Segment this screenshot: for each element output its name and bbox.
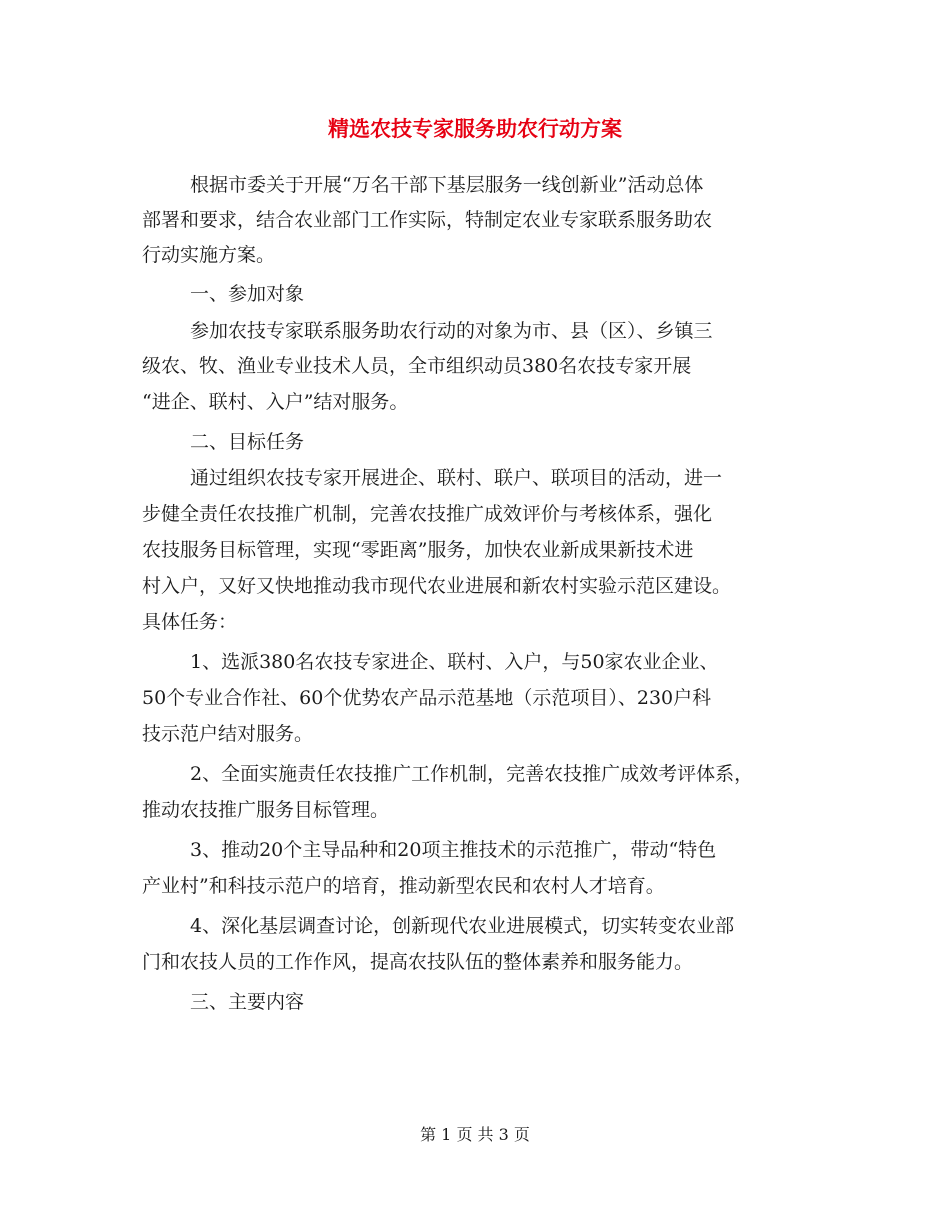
- section-heading: 一、参加对象: [190, 283, 305, 305]
- list-item-line: 1、选派380名农技专家进企、联村、入户，与50家农业企业、: [190, 651, 719, 673]
- paragraph-line: 步健全责任农技推广机制，完善农技推广成效评价与考核体系，强化: [142, 503, 713, 525]
- paragraph-line: 级农、牧、渔业专业技术人员，全市组织动员380名农技专家开展: [142, 355, 692, 377]
- paragraph-line: 行动实施方案。: [142, 244, 276, 266]
- paragraph-line: 参加农技专家联系服务助农行动的对象为市、县（区）、乡镇三: [190, 320, 713, 342]
- list-item-line: 2、全面实施责任农技推广工作机制，完善农技推广成效考评体系，: [190, 763, 754, 785]
- list-item-line: 产业村”和科技示范户的培育，推动新型农民和农村人才培育。: [142, 875, 665, 897]
- paragraph-line: 通过组织农技专家开展进企、联村、联户、联项目的活动，进一: [190, 467, 723, 489]
- section-heading: 三、主要内容: [190, 991, 305, 1013]
- paragraph-line: 农技服务目标管理，实现“零距离”服务，加快农业新成果新技术进: [142, 539, 694, 561]
- paragraph-line: 村入户，又好又快地推动我市现代农业进展和新农村实验示范区建设。: [142, 575, 732, 597]
- list-item-line: 技示范户结对服务。: [142, 723, 314, 745]
- document-title: 精选农技专家服务助农行动方案: [328, 116, 622, 141]
- section-heading: 二、目标任务: [190, 431, 305, 453]
- list-item-line: 50个专业合作社、60个优势农产品示范基地（示范项目）、230户科: [142, 687, 712, 709]
- paragraph-line: 具体任务：: [142, 611, 238, 633]
- list-item-line: 3、推动20个主导品种和20项主推技术的示范推广，带动“特色: [190, 839, 717, 861]
- page-footer: 第 1 页 共 3 页: [420, 1125, 530, 1144]
- list-item-line: 推动农技推广服务目标管理。: [142, 799, 390, 821]
- list-item-line: 门和农技人员的工作作风，提高农技队伍的整体素养和服务能力。: [142, 951, 694, 973]
- list-item-line: 4、深化基层调查讨论，创新现代农业进展模式，切实转变农业部: [190, 915, 735, 937]
- paragraph-line: 部署和要求，结合农业部门工作实际，特制定农业专家联系服务助农: [142, 209, 713, 231]
- paragraph-line: “进企、联村、入户”结对服务。: [142, 391, 409, 413]
- paragraph-line: 根据市委关于开展“万名干部下基层服务一线创新业”活动总体: [190, 174, 704, 196]
